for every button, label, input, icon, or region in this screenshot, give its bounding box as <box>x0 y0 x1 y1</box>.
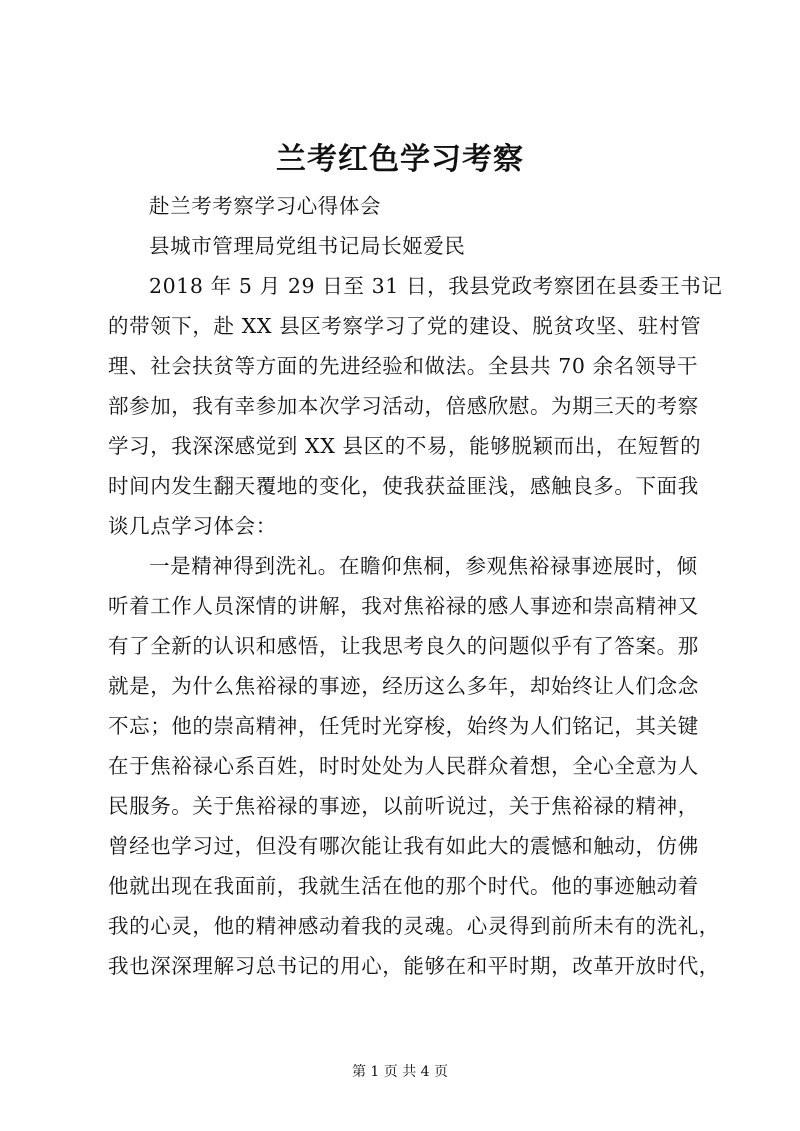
document-title: 兰考红色学习考察 <box>276 142 524 177</box>
paragraph-line: 民服务。关于焦裕禄的事迹，以前听说过，关于焦裕禄的精神， <box>108 794 699 818</box>
paragraph-line: 2018 年 5 月 29 日至 31 日，我县党政考察团在县委王书记 <box>149 274 723 298</box>
paragraph-line: 有了全新的认识和感悟，让我思考良久的问题似乎有了答案。那 <box>108 634 699 658</box>
paragraph-line: 的带领下，赴 XX 县区考察学习了党的建设、脱贫攻坚、驻村管 <box>108 314 702 338</box>
paragraph-line: 时间内发生翻天覆地的变化，使我获益匪浅，感触良多。下面我 <box>108 474 699 498</box>
paragraph-line: 他就出现在我面前，我就生活在他的那个时代。他的事迹触动着 <box>108 874 699 898</box>
paragraph-line: 我的心灵，他的精神感动着我的灵魂。心灵得到前所未有的洗礼， <box>108 914 720 938</box>
paragraph-line: 曾经也学习过，但没有哪次能让我有如此大的震憾和触动，仿佛 <box>108 834 699 858</box>
paragraph-line: 就是，为什么焦裕禄的事迹，经历这么多年，却始终让人们念念 <box>108 674 699 698</box>
paragraph-line: 谈几点学习体会： <box>108 514 277 538</box>
author-line: 县城市管理局党组书记局长姬爱民 <box>149 234 466 258</box>
paragraph-line: 在于焦裕禄心系百姓，时时处处为人民群众着想，全心全意为人 <box>108 754 699 778</box>
document-subtitle: 赴兰考考察学习心得体会 <box>149 194 382 218</box>
paragraph-line: 听着工作人员深情的讲解，我对焦裕禄的感人事迹和崇高精神又 <box>108 594 699 618</box>
paragraph-line: 理、社会扶贫等方面的先进经验和做法。全县共 70 余名领导干 <box>108 354 699 378</box>
page-footer: 第 1 页 共 4 页 <box>351 1064 449 1080</box>
paragraph-line: 不忘；他的崇高精神，任凭时光穿梭，始终为人们铭记，其关键 <box>108 714 699 738</box>
paragraph-line: 部参加，我有幸参加本次学习活动，倍感欣慰。为期三天的考察 <box>108 394 699 418</box>
paragraph-line: 我也深深理解习总书记的用心，能够在和平时期，改革开放时代， <box>108 954 720 978</box>
paragraph-line: 学习，我深深感觉到 XX 县区的不易，能够脱颖而出，在短暂的 <box>108 434 702 458</box>
paragraph-line: 一是精神得到洗礼。在瞻仰焦桐，参观焦裕禄事迹展时，倾 <box>149 554 698 578</box>
